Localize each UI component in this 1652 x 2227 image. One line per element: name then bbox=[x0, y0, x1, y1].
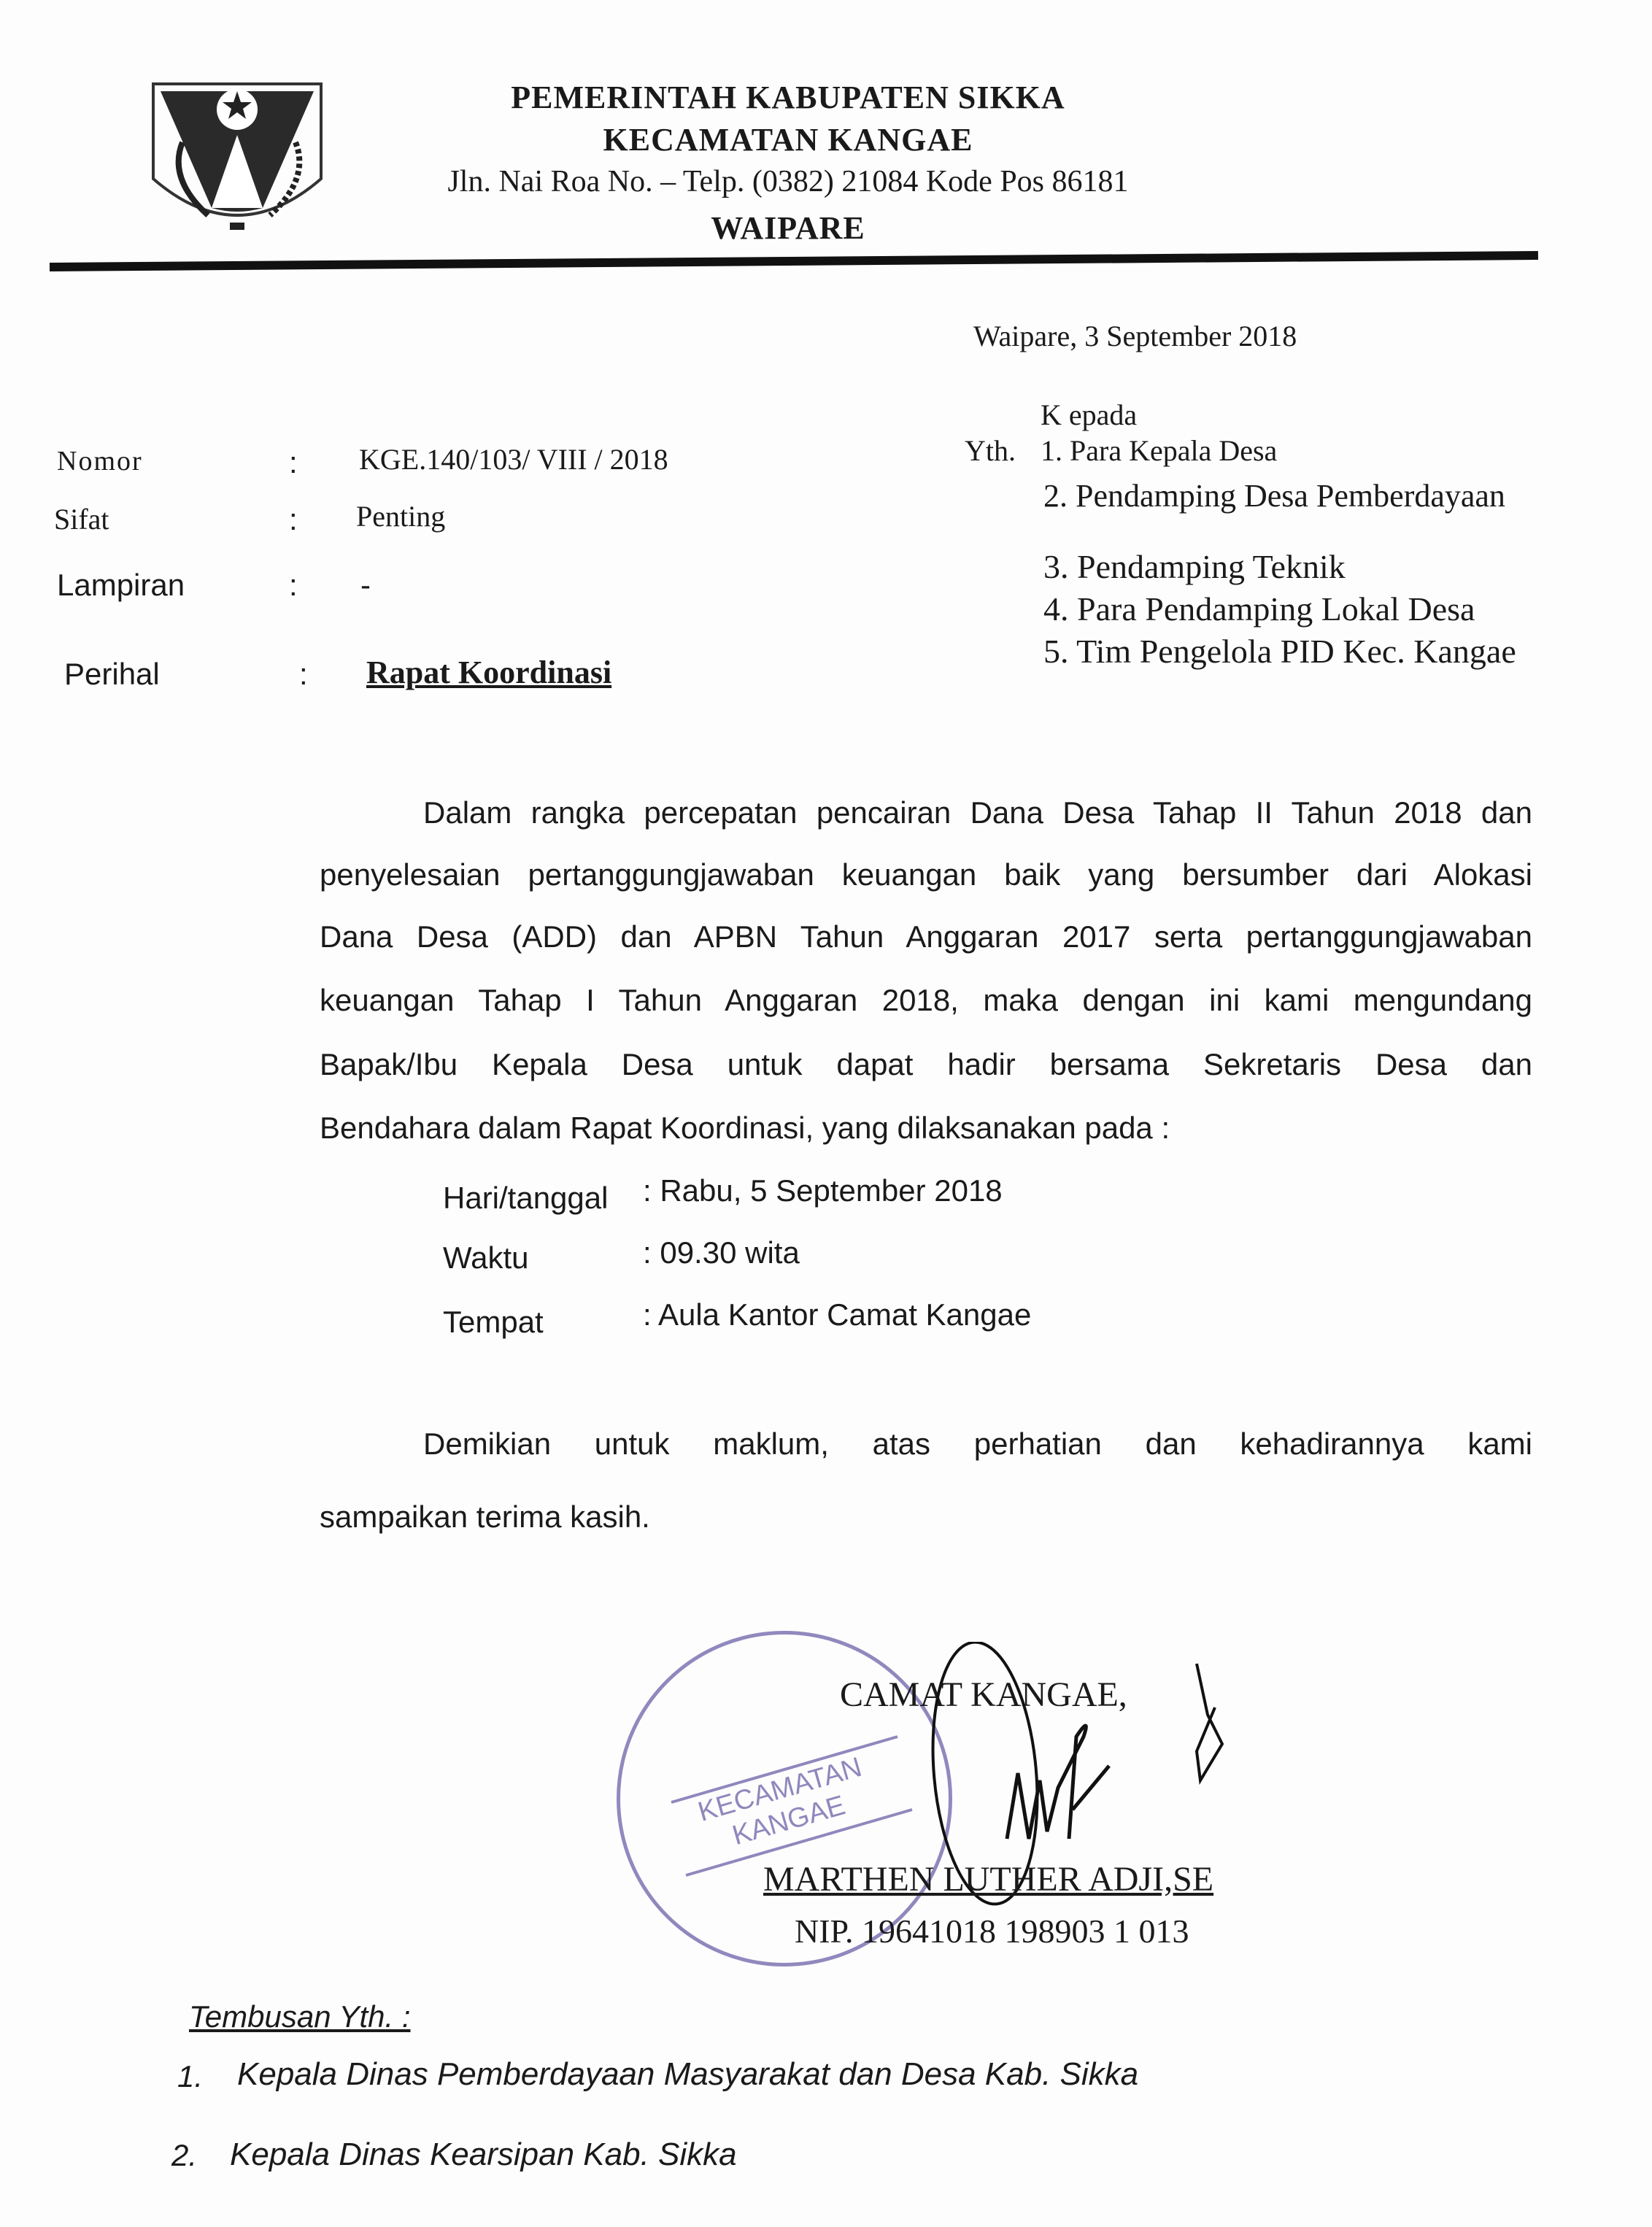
meta-label-sifat: Sifat bbox=[54, 503, 109, 536]
body-line: keuangan Tahap I Tahun Anggaran 2018, maka dengan ini kami mengundang bbox=[320, 983, 1532, 1017]
body-line: Bapak/Ibu Kepala Desa untuk dapat hadir bersama Sekretaris Desa dan bbox=[320, 1047, 1532, 1081]
meta-label-nomor: Nomor bbox=[57, 446, 143, 476]
meta-label-perihal: Perihal bbox=[64, 657, 160, 691]
cc-title: Tembusan Yth. : bbox=[189, 1999, 411, 2034]
recipient-item: 5. Tim Pengelola PID Kec. Kangae bbox=[1043, 633, 1516, 670]
recipient-yth: Yth. bbox=[965, 434, 1016, 467]
stamp-inner-text: KECAMATAN KANGAE bbox=[695, 1751, 865, 1852]
cc-item-number: 2. bbox=[171, 2138, 198, 2172]
body-line: Dalam rangka percepatan pencairan Dana Desa Tahap II Tahun 2018 dan bbox=[423, 795, 1532, 830]
signatory-name: MARTHEN LUTHER ADJI,SE bbox=[763, 1860, 1214, 1899]
detail-label-date: Hari/tanggal bbox=[443, 1181, 609, 1215]
signatory-nip: NIP. 19641018 198903 1 013 bbox=[795, 1913, 1189, 1950]
detail-label-time: Waktu bbox=[443, 1240, 529, 1275]
meta-sep-lampiran: : bbox=[289, 568, 298, 602]
cc-item-number: 1. bbox=[177, 2059, 204, 2093]
detail-value-date: : Rabu, 5 September 2018 bbox=[643, 1173, 1003, 1208]
cc-item: Kepala Dinas Pemberdayaan Masyarakat dan Desa Kab. Sikka bbox=[237, 2056, 1139, 2092]
letterhead-city: WAIPARE bbox=[711, 210, 865, 246]
regency-logo bbox=[139, 69, 336, 244]
letter-date: Waipare, 3 September 2018 bbox=[973, 320, 1297, 352]
recipient-item: 3. Pendamping Teknik bbox=[1043, 548, 1346, 585]
recipient-item: 2. Pendamping Desa Pemberdayaan bbox=[1043, 478, 1505, 514]
meta-sep-nomor: : bbox=[289, 445, 298, 479]
letterhead-line2: KECAMATAN KANGAE bbox=[603, 122, 973, 158]
letterhead-address: Jln. Nai Roa No. – Telp. (0382) 21084 Kode Pos 86181 bbox=[447, 165, 1129, 198]
detail-label-place: Tempat bbox=[443, 1305, 544, 1339]
body-line: penyelesaian pertanggungjawaban keuangan baik yang bersumber dari Alokasi bbox=[320, 857, 1532, 892]
body-line: Dana Desa (ADD) dan APBN Tahun Anggaran 2017 serta pertanggungjawaban bbox=[320, 919, 1532, 954]
body-line: Bendahara dalam Rapat Koordinasi, yang dilaksanakan pada : bbox=[320, 1111, 1170, 1145]
signature-title: CAMAT KANGAE, bbox=[840, 1675, 1127, 1714]
detail-value-time: : 09.30 wita bbox=[643, 1235, 800, 1270]
meta-value-sifat: Penting bbox=[356, 500, 446, 533]
meta-value-nomor: KGE.140/103/ VIII / 2018 bbox=[359, 443, 668, 476]
meta-sep-perihal: : bbox=[299, 657, 308, 691]
detail-value-place: : Aula Kantor Camat Kangae bbox=[643, 1297, 1032, 1332]
letterhead-rule bbox=[50, 251, 1538, 271]
meta-sep-sifat: : bbox=[289, 502, 298, 536]
meta-value-lampiran: - bbox=[360, 568, 371, 602]
recipient-item: 4. Para Pendamping Lokal Desa bbox=[1043, 590, 1475, 628]
closing-line: sampaikan terima kasih. bbox=[320, 1500, 650, 1534]
meta-label-lampiran: Lampiran bbox=[57, 568, 185, 602]
recipient-kepada: K epada bbox=[1041, 398, 1138, 431]
cc-item: Kepala Dinas Kearsipan Kab. Sikka bbox=[230, 2137, 737, 2172]
meta-value-perihal: Rapat Koordinasi bbox=[366, 655, 612, 690]
closing-line: Demikian untuk maklum, atas perhatian dan kehadirannya kami bbox=[423, 1427, 1532, 1461]
recipient-item: 1. Para Kepala Desa bbox=[1041, 434, 1278, 467]
letterhead-line1: PEMERINTAH KABUPATEN SIKKA bbox=[511, 80, 1065, 115]
